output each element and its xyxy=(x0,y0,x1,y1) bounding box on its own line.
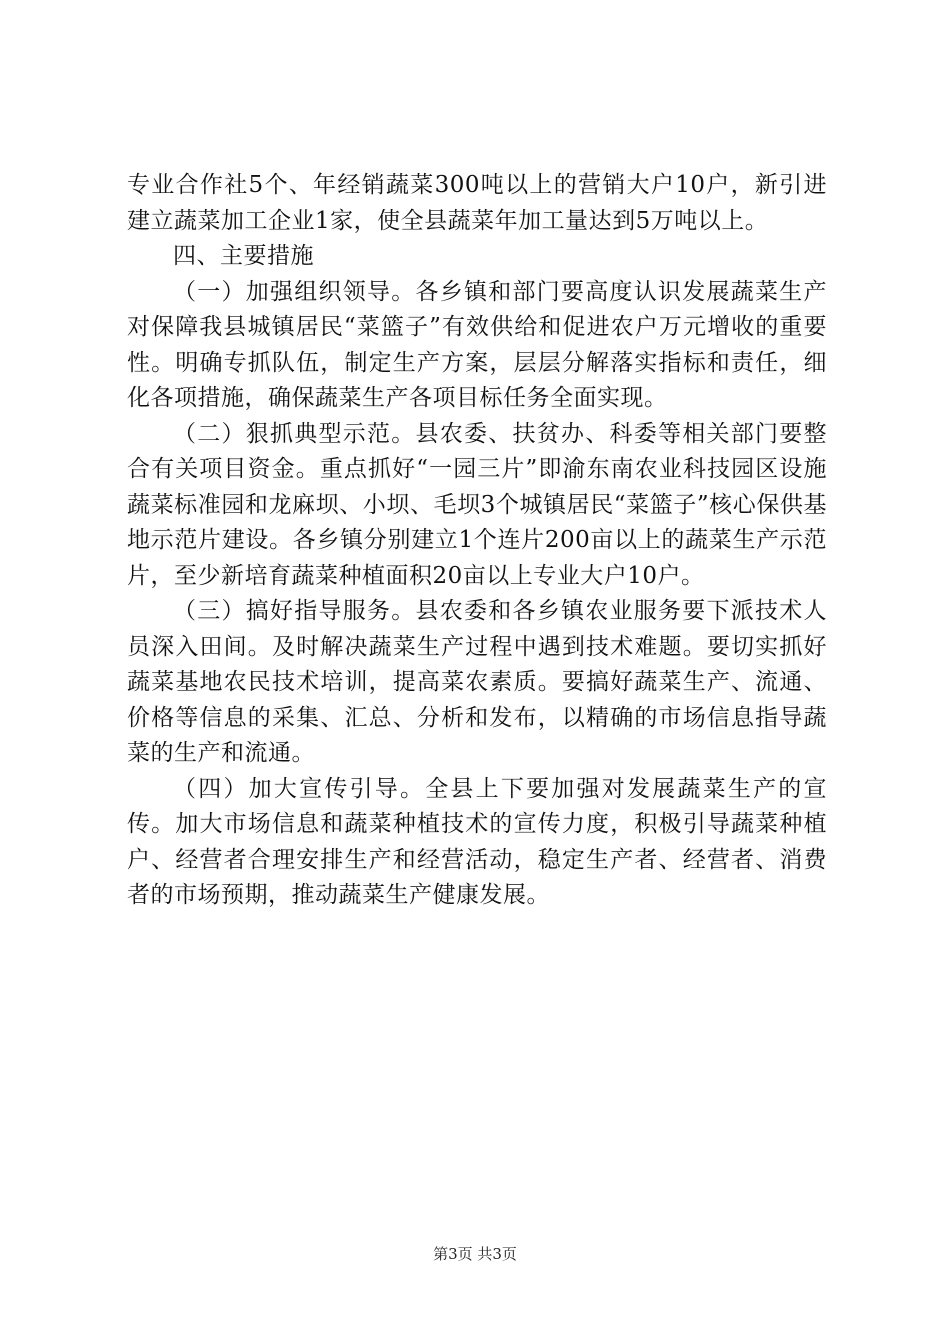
paragraph-continuation: 专业合作社5个、年经销蔬菜300吨以上的营销大户10户，新引进建立蔬菜加工企业1家，使全县蔬菜年加工量达到5万吨以上。 xyxy=(127,172,827,234)
paragraph-measure-2: （二）狠抓典型示范。县农委、扶贫办、科委等相关部门要整合有关项目资金。重点抓好“一园三片”即渝东南农业科技园区设施蔬菜标准园和龙麻坝、小坝、毛坝3个城镇居民“菜篮子”核心保供基地示范片建设。各乡镇分别建立1个连片200亩以上的蔬菜生产示范片，至少新培育蔬菜种植面积20亩以上专业大户10户。 xyxy=(127,420,827,589)
section-heading-main-measures: 四、主要措施 xyxy=(173,243,314,269)
paragraph-measure-3: （三）搞好指导服务。县农委和各乡镇农业服务要下派技术人员深入田间。及时解决蔬菜生产过程中遇到技术难题。要切实抓好蔬菜基地农民技术培训，提高菜农素质。要搞好蔬菜生产、流通、价格等信息的采集、汇总、分析和发布，以精确的市场信息指导蔬菜的生产和流通。 xyxy=(127,598,827,766)
document-body xyxy=(127,168,827,914)
paragraph-measure-1: （一）加强组织领导。各乡镇和部门要高度认识发展蔬菜生产对保障我县城镇居民“菜篮子”有效供给和促进农户万元增收的重要性。明确专抓队伍，制定生产方案，层层分解落实指标和责任，细化各项措施，确保蔬菜生产各项目标任务全面实现。 xyxy=(127,278,827,411)
paragraph-measure-4: （四）加大宣传引导。全县上下要加强对发展蔬菜生产的宣传。加大市场信息和蔬菜种植技术的宣传力度，积极引导蔬菜种植户、经营者合理安排生产和经营活动，稳定生产者、经营者、消费者的市场预期，推动蔬菜生产健康发展。 xyxy=(127,775,827,908)
page-number-footer: 第3页 共3页 xyxy=(433,1245,517,1263)
